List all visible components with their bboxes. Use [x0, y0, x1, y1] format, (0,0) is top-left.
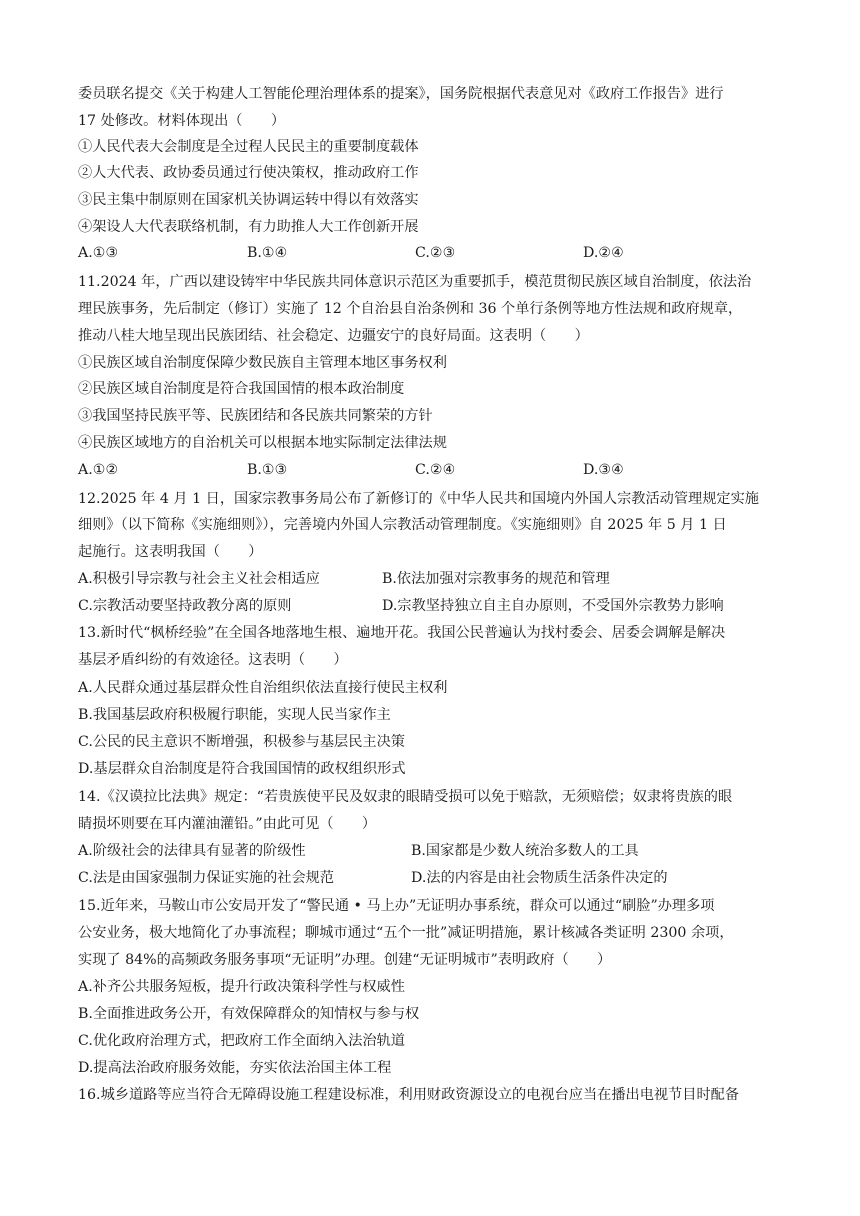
q14-stem-line-2: 睛损坏则要在耳内灌油灌铅。”由此可见（ ） — [78, 816, 377, 832]
q10-statement-1: ①人民代表大会制度是全过程人民民主的重要制度载体 — [78, 139, 419, 155]
q13-option-d: D.基层群众自治制度是符合我国国情的政权组织形式 — [78, 761, 406, 777]
q10-statement-2: ②人大代表、政协委员通过行使决策权，推动政府工作 — [78, 165, 419, 181]
q12-stem-line-2: 细则》（以下简称《实施细则》），完善境内外国人宗教活动管理制度。《实施细则》自 2025 年 5 月 1 日 — [78, 517, 727, 533]
q11-option-c: C.②④ — [415, 462, 456, 478]
q12-stem-line-3: 起施行。这表明我国（ ） — [78, 544, 263, 560]
q11-stem-line-3: 推动八桂大地呈现出民族团结、社会稳定、边疆安宁的良好局面。这表明（ ） — [78, 328, 589, 344]
q14-stem-line-1: 14.《汉谟拉比法典》规定：“若贵族使平民及奴隶的眼睛受损可以免于赔款，无须赔偿；奴隶将贵族的眼 — [78, 789, 733, 805]
q11-option-d: D.③④ — [583, 462, 624, 478]
q14-option-b: B.国家都是少数人统治多数人的工具 — [411, 843, 639, 859]
q13-stem-line-1: 13.新时代“枫桥经验”在全国各地落地生根、遍地开花。我国公民普遍认为找村委会、居委会调解是解决 — [78, 625, 726, 641]
q14-option-c: C.法是由国家强制力保证实施的社会规范 — [78, 870, 335, 886]
q11-statement-3: ③我国坚持民族平等、民族团结和各民族共同繁荣的方针 — [78, 408, 433, 424]
q16-stem-line-1: 16.城乡道路等应当符合无障碍设施工程建设标准，利用财政资源设立的电视台应当在播出电视节目时配备 — [78, 1087, 740, 1103]
q15-option-a: A.补齐公共服务短板，提升行政决策科学性与权威性 — [78, 979, 405, 995]
q15-stem-line-3: 实现了 84%的高频政务服务事项“无证明”办理。创建“无证明城市”表明政府（ ） — [78, 952, 612, 968]
q10-option-d: D.②④ — [583, 245, 624, 261]
q15-option-b: B.全面推进政务公开，有效保障群众的知情权与参与权 — [78, 1006, 420, 1022]
q10-statement-4: ④架设人大代表联络机制，有力助推人大工作创新开展 — [78, 219, 419, 235]
q10-option-a: A.①③ — [78, 245, 119, 261]
q12-option-c: C.宗教活动要坚持政教分离的原则 — [78, 598, 292, 614]
q11-stem-line-2: 理民族事务，先后制定（修订）实施了 12 个自治县自治条例和 36 个单行条例等地方性法规和政府规章， — [78, 301, 743, 317]
q11-option-a: A.①② — [78, 462, 119, 478]
q12-option-a: A.积极引导宗教与社会主义社会相适应 — [78, 571, 320, 587]
q15-option-c: C.优化政府治理方式，把政府工作全面纳入法治轨道 — [78, 1033, 405, 1049]
q10-option-c: C.②③ — [415, 245, 456, 261]
q12-option-b: B.依法加强对宗教事务的规范和管理 — [382, 571, 610, 587]
q15-option-d: D.提高法治政府服务效能，夯实依法治国主体工程 — [78, 1060, 392, 1076]
q11-statement-2: ②民族区域自治制度是符合我国国情的根本政治制度 — [78, 381, 405, 397]
q13-option-a: A.人民群众通过基层群众性自治组织依法直接行使民主权利 — [78, 680, 448, 696]
q11-statement-4: ④民族区域地方的自治机关可以根据本地实际制定法律法规 — [78, 435, 447, 451]
q11-statement-1: ①民族区域自治制度保障少数民族自主管理本地区事务权利 — [78, 355, 447, 371]
q11-option-b: B.①③ — [247, 462, 288, 478]
q12-option-d: D.宗教坚持独立自主自办原则，不受国外宗教势力影响 — [382, 598, 724, 614]
q11-stem-line-1: 11.2024 年，广西以建设铸牢中华民族共同体意识示范区为重要抓手，模范贯彻民族区域自治制度，依法治 — [78, 274, 752, 290]
q13-option-c: C.公民的民主意识不断增强，积极参与基层民主决策 — [78, 734, 405, 750]
q10-statement-3: ③民主集中制原则在国家机关协调运转中得以有效落实 — [78, 192, 419, 208]
q14-option-a: A.阶级社会的法律具有显著的阶级性 — [78, 843, 306, 859]
q15-stem-line-2: 公安业务，极大地简化了办事流程；聊城市通过“五个一批”减证明措施，累计核减各类证明 2300 余项， — [78, 925, 734, 941]
q14-option-d: D.法的内容是由社会物质生活条件决定的 — [411, 870, 668, 886]
q13-option-b: B.我国基层政府积极履行职能，实现人民当家作主 — [78, 707, 391, 723]
q15-stem-line-1: 15.近年来，马鞍山市公安局开发了“警民通 • 马上办”无证明办事系统，群众可以通过“刷脸”办理多项 — [78, 898, 715, 914]
q13-stem-line-2: 基层矛盾纠纷的有效途径。这表明（ ） — [78, 652, 348, 668]
q10-stem-line-1: 委员联名提交《关于构建人工智能伦理治理体系的提案》，国务院根据代表意见对《政府工作报告》进行 — [78, 86, 724, 102]
q10-stem-line-2: 17 处修改。材料体现出（ ） — [78, 113, 286, 129]
q12-stem-line-1: 12.2025 年 4 月 1 日，国家宗教事务局公布了新修订的《中华人民共和国境内外国人宗教活动管理规定实施 — [78, 491, 759, 507]
q10-option-b: B.①④ — [247, 245, 288, 261]
